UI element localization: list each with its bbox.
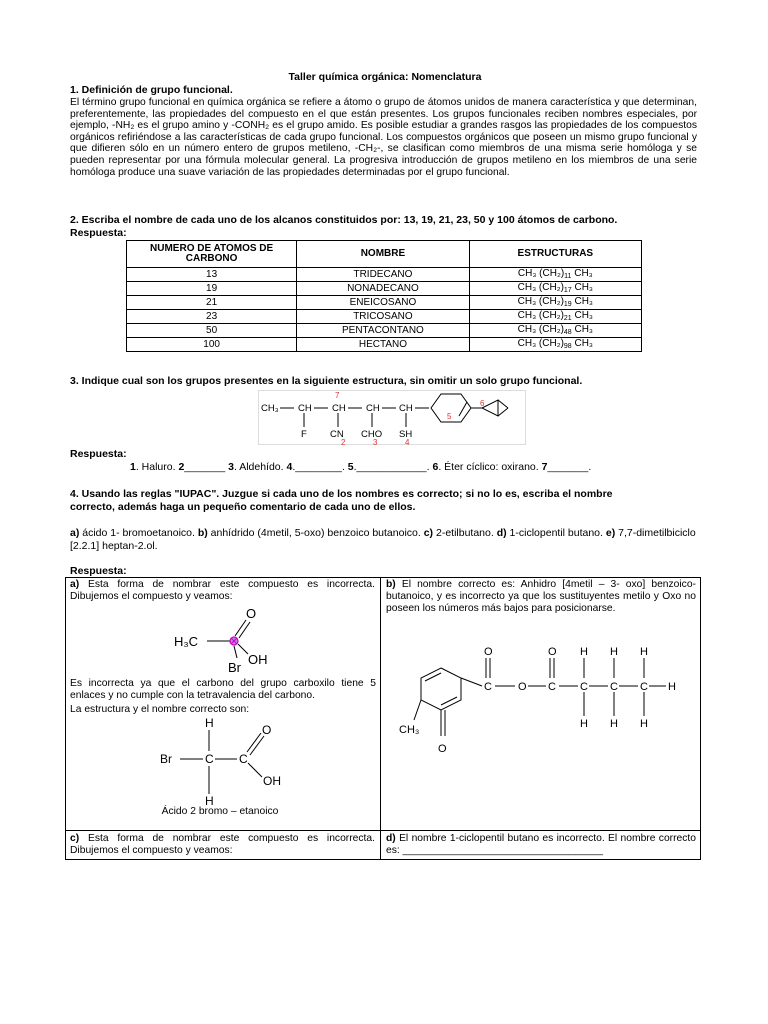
atom-br: Br: [160, 752, 172, 766]
answer-num-4: 4: [286, 461, 293, 473]
cell-structure: [469, 310, 641, 324]
table-row: [127, 268, 642, 282]
answer-num-3: 3: [228, 461, 234, 473]
chain-atom-c3: CH: [366, 403, 380, 414]
cell-b-letter: b): [386, 579, 396, 590]
atom-h: H: [580, 718, 588, 730]
cell-name: NONADECANO: [297, 282, 469, 296]
formula-post: CH₃: [571, 268, 593, 279]
atom-c5: C: [640, 681, 648, 693]
formula-subscript: 11: [564, 273, 572, 280]
option-text-e: 7,7-dimetilbiciclo [2.2.1] heptan-2.ol.: [70, 527, 696, 552]
structure-frame: [259, 391, 526, 445]
atom-c4: C: [610, 681, 618, 693]
cell-a-correct-intro: La estructura y el nombre correcto son:: [70, 704, 250, 715]
option-text-a: ácido 1- bromoetanoico.: [79, 527, 198, 539]
cell-b-molecule: [396, 640, 696, 760]
formula-post: CH₃: [571, 296, 593, 307]
formula-subscript: 48: [563, 329, 572, 336]
table-row: [127, 282, 642, 296]
table-row: [127, 338, 642, 352]
cell-b-text-body: El nombre correcto es: Anhidro [4metil – 3- oxo] benzoico-butanoico, y es incorrecto ya que los sustituyentes metilo y Oxo no poseen los números más bajos para posicionarse.: [386, 579, 696, 614]
option-letter-e: e): [605, 527, 616, 539]
cell-structure: [469, 296, 641, 310]
formula-post: CH₃: [571, 338, 593, 349]
atom-h-end: H: [668, 681, 676, 693]
cell-carbons: 21: [127, 296, 297, 310]
answer-num-7: 7: [541, 461, 548, 473]
option-text-b: anhídrido (4metil, 5-oxo) benzoico butanoico.: [207, 527, 424, 539]
atom-h: H: [610, 646, 618, 658]
grid-divider-vertical: [380, 577, 381, 860]
bond: [248, 763, 262, 777]
atom-oh: OH: [248, 652, 268, 667]
formula-post: CH₃: [571, 324, 593, 335]
bond: [238, 644, 248, 654]
col-header-structure: ESTRUCTURAS: [469, 241, 641, 268]
formula-pre: CH₃ (CH₂): [517, 296, 564, 307]
cell-name: HECTANO: [297, 338, 469, 352]
answer-num-2: 2: [178, 461, 185, 473]
atom-c2: C: [548, 681, 556, 693]
formula-post: CH₃: [571, 310, 593, 321]
atom-c3: C: [580, 681, 588, 693]
group-number-3: 3: [373, 438, 378, 446]
atom-o2: O: [548, 646, 557, 658]
cell-d-text-body: El nombre 1-ciclopentil butano es incorrecto. El nombre correcto es: ___________________________________: [386, 833, 696, 856]
chain-atom-c2: CH: [332, 403, 346, 414]
aromatic-bond: [425, 673, 441, 681]
cell-name: TRIDECANO: [297, 268, 469, 282]
cell-a-correct-name: Ácido 2 bromo – etanoico: [161, 806, 279, 817]
atom-o1: O: [484, 646, 493, 658]
answer-num-1: 1: [130, 461, 136, 473]
option-text-c: 2-etilbutano.: [433, 527, 497, 539]
table-row: [127, 296, 642, 310]
substituent-f: F: [301, 429, 307, 440]
cell-name: TRICOSANO: [297, 310, 469, 324]
aromatic-bond: [441, 697, 457, 705]
double-bond: [239, 622, 250, 638]
cell-carbons: 50: [127, 324, 297, 338]
atom-o-ring: O: [438, 743, 447, 755]
cell-structure: [469, 268, 641, 282]
cell-d-text: [386, 833, 696, 857]
cell-a-molecule-correct: [155, 715, 295, 810]
cell-carbons: 13: [127, 268, 297, 282]
atom-h: H: [640, 646, 648, 658]
chain-atom-c1: CH: [298, 403, 312, 414]
cell-c-letter: c): [70, 833, 80, 844]
cell-carbons: 100: [127, 338, 297, 352]
q2-heading: 2. Escriba el nombre de cada uno de los alcanos constituidos por: 13, 19, 21, 23, 50 y 100 átomos de carbono.: [70, 214, 618, 226]
chain-atom-ch3: CH₃: [261, 403, 279, 414]
q4-options: [70, 527, 700, 553]
double-bond: [459, 402, 467, 416]
atom-o: O: [262, 723, 272, 737]
q4-heading-line2: correcto, además haga un pequeño comentario de cada uno de ellos.: [70, 501, 416, 513]
atom-c1: C: [205, 752, 214, 766]
bond: [461, 678, 482, 686]
answer-text-7: _______.: [547, 461, 592, 473]
atom-h3c: H₃C: [174, 634, 199, 649]
cell-structure: [469, 324, 641, 338]
cell-c-text-body: Esta forma de nombrar este compuesto es incorrecta. Dibujemos el compuesto y veamos:: [70, 833, 375, 856]
chain-atom-c4: CH: [399, 403, 413, 414]
cell-a-explanation: Es incorrecta ya que el carbono del grupo carboxilo tiene 5 enlaces y no cumple con la tetravalencia del carbono.: [70, 678, 376, 701]
substituent-cho: CHO: [361, 429, 383, 440]
cell-name: PENTACONTANO: [297, 324, 469, 338]
double-bond: [235, 620, 246, 636]
q3-structure-diagram: [258, 390, 526, 446]
atom-c2: C: [239, 752, 248, 766]
cell-carbons: 19: [127, 282, 297, 296]
group-number-7: 7: [335, 391, 340, 400]
table-row: [127, 324, 642, 338]
q1-paragraph: El término grupo funcional en química orgánica se refiere a átomo o grupo de átomos unidos de manera característica y que determinan, preferentemente, las propiedades del compuesto en el que están presentes. Los grupos funcionales reciben nombres especiales, por ejemplo, -NH₂ es el grupo amino y -CONH₂ es el grupo amido. Es posible estudiar a grandes rasgos las propiedades de los compuestos orgánicos refiriéndose a las características de cada grupo funcional. Los compuestos orgánicos que poseen un mismo grupo funcional y que difieren sólo en un número entero de grupos metileno, -CH₂-, se clasifican como miembros de una misma serie homóloga y se pueden representar por una fórmula molecular general. La progresiva introducción de grupos metileno en los miembros de una serie homóloga produce una suave variación de las propiedades determinadas por el grupo funcional.: [70, 97, 697, 178]
cell-a-molecule-incorrect: [170, 604, 280, 676]
document-title: Taller química orgánica: Nomenclatura: [288, 71, 482, 83]
cell-c-text: [70, 833, 375, 857]
table-row: [127, 310, 642, 324]
atom-h: H: [580, 646, 588, 658]
group-number-4: 4: [405, 438, 410, 446]
formula-pre: CH₃ (CH₂): [517, 268, 565, 279]
answer-text-6: . Éter cíclico: oxirano.: [438, 461, 542, 473]
formula-subscript: 21: [563, 315, 572, 322]
formula-subscript: 19: [563, 301, 572, 308]
group-number-6: 6: [480, 399, 485, 408]
atom-h-bottom: H: [205, 794, 214, 808]
cell-a-intro-text: Esta forma de nombrar este compuesto es incorrecta. Dibujemos el compuesto y veamos:: [70, 579, 375, 602]
atom-o-bridge: O: [518, 681, 527, 693]
answer-text-5: .____________.: [353, 461, 433, 473]
col-header-carbons: NUMERO DE ATOMOS DE CARBONO: [127, 241, 297, 268]
q3-answers: [130, 461, 591, 473]
q4-answer-label: Respuesta:: [70, 565, 127, 577]
cell-a-intro: [70, 579, 375, 603]
cell-a-letter: a): [70, 579, 80, 590]
bond: [498, 408, 508, 416]
atom-c1: C: [484, 681, 492, 693]
q4-heading-line1: 4. Usando las reglas "IUPAC". Juzgue si cada uno de los nombres es correcto; si no lo es, escriba el nombre: [70, 488, 613, 500]
answer-text-3: . Aldehído.: [233, 461, 287, 473]
cell-structure: [469, 282, 641, 296]
formula-subscript: 17: [563, 287, 572, 294]
cell-d-letter: d): [386, 833, 396, 844]
formula-subscript: 98: [563, 343, 572, 350]
atom-oh: OH: [263, 774, 281, 788]
bond: [498, 400, 508, 408]
option-letter-a: a): [70, 527, 80, 539]
atom-br: Br: [228, 660, 241, 675]
group-number-2: 2: [341, 438, 346, 446]
group-number-5: 5: [447, 412, 452, 421]
q3-heading: 3. Indique cual son los grupos presentes en la siguiente estructura, sin omitir un solo grupo funcional.: [70, 375, 583, 387]
substituent-sh: SH: [399, 429, 413, 440]
alkanes-table: [126, 240, 642, 352]
q3-answer-label: Respuesta:: [70, 448, 127, 460]
q2-answer-label: Respuesta:: [70, 227, 127, 239]
atom-h-top: H: [205, 716, 214, 730]
cell-b-text: [386, 579, 696, 614]
cell-carbons: 23: [127, 310, 297, 324]
formula-post: CH₃: [571, 282, 593, 293]
answer-text-1: . Haluro.: [135, 461, 179, 473]
col-header-name: NOMBRE: [297, 241, 469, 268]
atom-h: H: [640, 718, 648, 730]
answer-text-2: _______: [184, 461, 229, 473]
answer-text-4: .________.: [292, 461, 348, 473]
atom-h: H: [610, 718, 618, 730]
table-header-row: [127, 241, 642, 268]
cell-name: ENEICOSANO: [297, 296, 469, 310]
formula-pre: CH₃ (CH₂): [517, 282, 564, 293]
cell-structure: [469, 338, 641, 352]
option-text-d: 1-ciclopentil butano.: [506, 527, 606, 539]
answer-num-6: 6: [432, 461, 439, 473]
answer-num-5: 5: [347, 461, 354, 473]
formula-pre: CH₃ (CH₂): [517, 324, 564, 335]
option-letter-b: b): [197, 527, 208, 539]
formula-pre: CH₃ (CH₂): [517, 338, 564, 349]
benzene-ring: [421, 668, 461, 710]
bond: [234, 646, 237, 658]
grid-divider-horizontal: [65, 830, 701, 831]
bond: [414, 700, 421, 720]
option-letter-c: c): [423, 527, 434, 539]
formula-pre: CH₃ (CH₂): [517, 310, 564, 321]
q1-heading: 1. Definición de grupo funcional.: [70, 84, 233, 96]
atom-o: O: [246, 606, 257, 621]
atom-ch3: CH₃: [399, 724, 420, 736]
substituent-cn: CN: [330, 429, 344, 440]
option-letter-d: d): [496, 527, 507, 539]
